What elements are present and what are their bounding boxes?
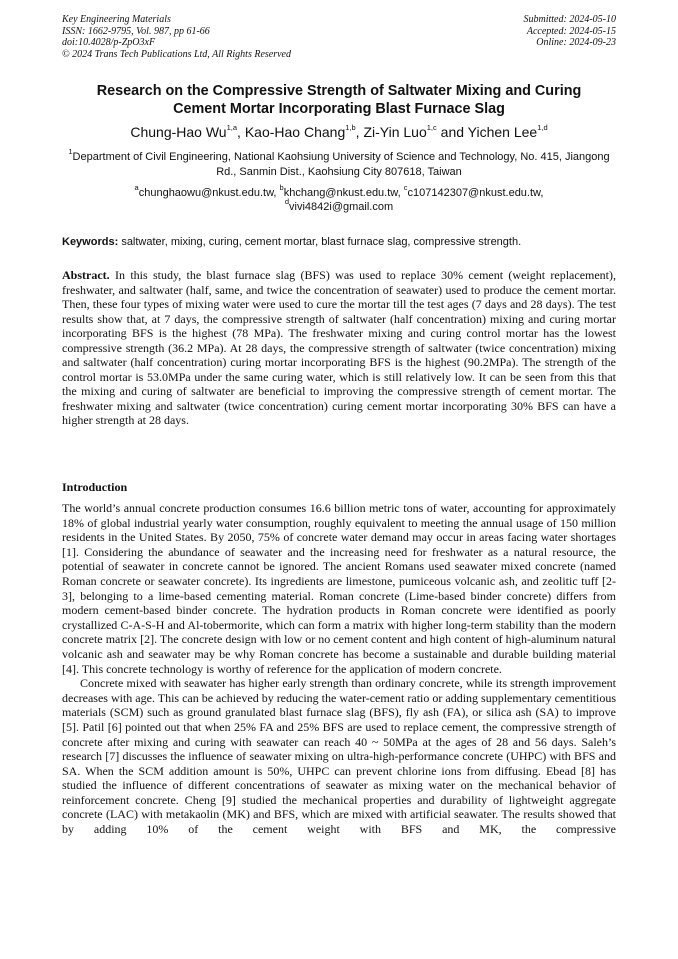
accepted-date: Accepted: 2024-05-15 [526,25,616,37]
publication-dates [524,14,617,49]
email-entry [134,183,274,199]
author [468,124,548,140]
author [245,124,356,140]
author-separator: and [436,124,468,140]
issn: ISSN: 1662-9795, Vol. 987, pp 61-66 [62,25,210,37]
keywords-text: saltwater, mixing, curing, cement mortar, blast furnace slag, compressive strength. [121,236,522,248]
author-name: Zi-Yin Luo [363,124,427,140]
author [363,124,436,140]
keywords-label: Keywords: [62,236,119,248]
introduction-body [62,501,616,837]
author-affil-mark: 1,d [537,123,548,133]
author-name: Yichen Lee [467,124,538,140]
author-affil-mark: 1,b [345,123,356,133]
copyright: © 2024 Trans Tech Publications Ltd, All Rights Reserved [62,48,291,60]
author-affil-mark: 1,a [226,123,238,133]
email-separator: , [273,187,280,199]
submitted-date: Submitted: 2024-05-10 [523,14,616,25]
keywords [62,235,616,249]
paper-title [40,82,638,118]
affiliation-text: Department of Civil Engineering, National Kaohsiung University of Science and Technology, No. 415, Jiangong Rd., Sanmin Dist., Kaohsiung City 807618, Taiwan [72,151,610,178]
journal-info [62,14,291,60]
email-mark: c [403,183,408,193]
author-name: Kao-Hao Chang [244,124,346,140]
email-mark: d [284,197,290,207]
author-separator: , [237,124,245,140]
affiliation-mark: 1 [68,147,73,157]
body-paragraph: Concrete mixed with seawater has higher early strength than ordinary concrete, while its strength improvement decreases with age. This can be achieved by reducing the water-cement ratio or adding supplementary cementitious materials (SCM) such as ground granulated blast furnace slag (BFS), fly ash (FA), or silica ash (SA) to improve [5]. Patil [6] pointed out that when 25% FA and 25% BFS are used to replace cement, the compressive strength of concrete after mixing and curing with seawater can reach 40 ~ 50MPa at the ages of 28 and 56 days. Saleh’s research [7] discusses the influence of seawater mixing on ultra-high-performance concrete (UHPC) with BFS and SA. When the SCM addition amount is 50%, UHPC can prevent chlorine ions from diffusing. Ebead [8] has studied the influence of different concentrations of seawater as mixing water on the mechanical behavior of reinforcement concrete. Cheng [9] studied the mechanical properties and durability of lightweight aggregate concrete (LAC) with metakaolin (MK) and BFS, which are mixed with artificial seawater. The results showed that by adding 10% of the cement weight with BFS and MK, the compressive [62,676,616,837]
title-line-2: Cement Mortar Incorporating Blast Furnace Slag [173,101,505,117]
title-line-1: Research on the Compressive Strength of Saltwater Mixing and Curing [96,83,582,99]
abstract-label: Abstract. [62,268,110,282]
abstract [62,268,616,428]
email-entry [284,197,394,213]
email-address[interactable]: chunghaowu@nkust.edu.tw [138,187,274,199]
email-separator: , [540,187,544,199]
author-name: Chung-Hao Wu [130,124,227,140]
author-separator: , [355,124,364,140]
email-separator: , [397,187,404,199]
journal-name: Key Engineering Materials [62,14,171,25]
email-mark: b [279,183,284,193]
affiliation [62,147,616,179]
body-paragraph: The world’s annual concrete production consumes 16.6 billion metric tons of water, accounting for approximately 18% of global industrial yearly water consumption, roughly equivalent to meeting the annual usage of 150 million residents in the United States. By 2050, 75% of concrete water demand may occur in areas facing water shortages [1]. Considering the abundance of seawater and the increasing need for freshwater as a natural resource, the potential of seawater in concrete cannot be ignored. The ancient Romans used seawater mixed concrete (named Roman concrete or seawater concrete). Its ingredients are limestone, pumiceous volcanic ash, and zeolitic tuff [2-3], belonging to a lime-based cementing material. Roman concrete (Lime-based binder concrete) differs from modern cement-based binder concrete. The hydration products in Roman concrete were identified as poorly crystallized C-A-S-H and Al-tobermorite, which can form a matrix with higher long-term stability than the modern concrete matrix [2]. The concrete design with low or no cement content and high content of high-aluminum natural volcanic ash and seawater may be why Roman concrete has become a sustainable and durable building material [4]. This concrete technology is worthy of reference for the application of modern concrete. [62,501,616,676]
author-list [40,123,638,141]
doi: doi:10.4028/p-ZpO3xF [62,37,156,48]
email-address[interactable]: khchang@nkust.edu.tw [283,187,398,199]
email-address[interactable]: vivi4842i@gmail.com [289,201,394,213]
abstract-text: In this study, the blast furnace slag (BFS) was used to replace 30% cement (weight replacement), freshwater, and saltwater (half, same, and twice the concentration of seawater) used to produce the cement mortar. Then, these four types of mixing water were used to cure the mortar till the test ages (7 days and 28 days). The test results show that, at 7 days, the compressive strength of saltwater (half concentration) mixing and curing mortar incorporating BFS is the highest (78 MPa). The freshwater mixing and curing control mortar has the lowest compressive strength (36.2 MPa). At 28 days, the compressive strength of saltwater (twice concentration) mixing and saltwater (half concentration) curing mortar incorporating BFS is the highest (90.2MPa). The strength of the control mortar is 53.0MPa under the same curing water, which is still relatively low. It can be seen from this that the mixing and curing of saltwater are beneficial to improving the compressive strength of cement mortar. The freshwater mixing and saltwater (twice concentration) curing cement mortar incorporating 30% BFS can have a higher strength at 28 days. [62,268,617,428]
author [130,124,237,140]
email-entry [403,183,544,199]
email-entry [279,183,398,199]
section-heading-introduction: Introduction [62,480,128,494]
email-mark: a [134,183,139,193]
author-affil-mark: 1,c [426,123,437,133]
author-emails [62,183,616,214]
email-address[interactable]: c107142307@nkust.edu.tw [407,187,541,199]
online-date: Online: 2024-09-23 [536,37,616,48]
